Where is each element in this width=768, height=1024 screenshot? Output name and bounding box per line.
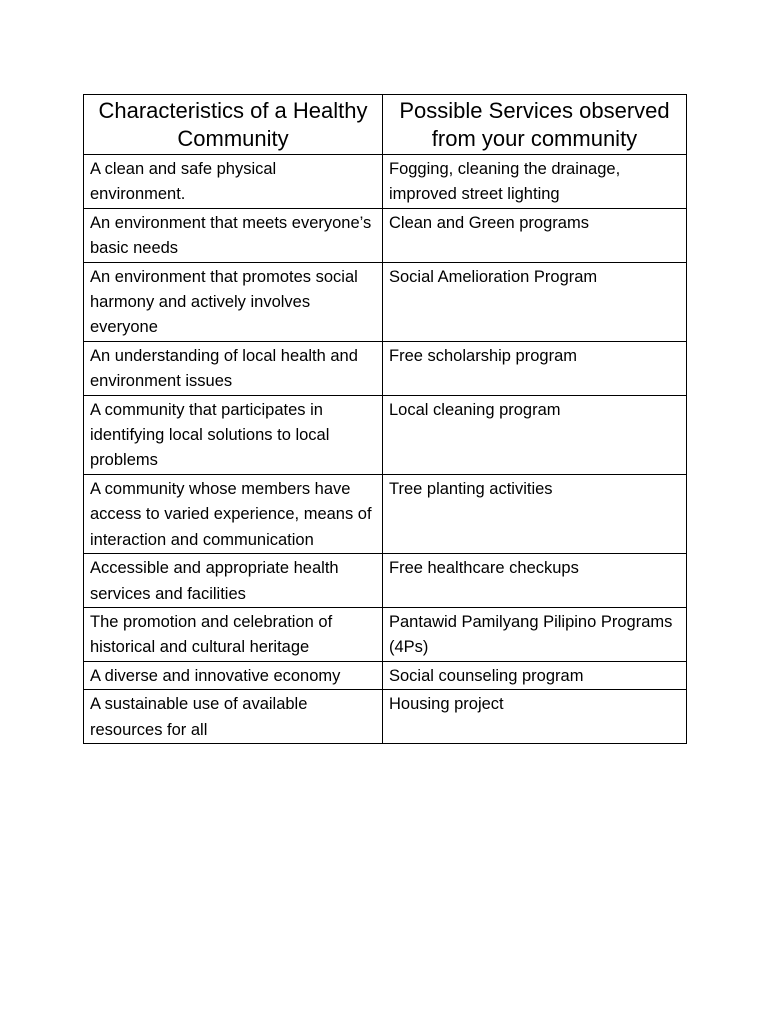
table-row: [84, 395, 687, 474]
characteristic-cell: An environment that promotes social harmony and actively involves everyone: [84, 262, 383, 341]
service-cell: Clean and Green programs: [383, 208, 687, 262]
table-row: [84, 208, 687, 262]
header-characteristics: Characteristics of a Healthy Community: [84, 95, 383, 155]
table-row: [84, 262, 687, 341]
service-cell: Social Amelioration Program: [383, 262, 687, 341]
service-cell: Social counseling program: [383, 661, 687, 689]
characteristic-cell: A diverse and innovative economy: [84, 661, 383, 689]
characteristic-cell: An environment that meets everyone’s basic needs: [84, 208, 383, 262]
table-row: [84, 474, 687, 553]
service-cell: Local cleaning program: [383, 395, 687, 474]
header-services: Possible Services observed from your community: [383, 95, 687, 155]
table-row: [84, 155, 687, 209]
service-cell: Fogging, cleaning the drainage, improved street lighting: [383, 155, 687, 209]
characteristic-cell: An understanding of local health and environment issues: [84, 341, 383, 395]
characteristic-cell: A clean and safe physical environment.: [84, 155, 383, 209]
service-cell: Tree planting activities: [383, 474, 687, 553]
service-cell: Housing project: [383, 690, 687, 744]
table-row: [84, 341, 687, 395]
table-row: [84, 607, 687, 661]
characteristic-cell: The promotion and celebration of historical and cultural heritage: [84, 607, 383, 661]
characteristic-cell: A community that participates in identifying local solutions to local problems: [84, 395, 383, 474]
characteristic-cell: Accessible and appropriate health services and facilities: [84, 554, 383, 608]
table-row: [84, 661, 687, 689]
service-cell: Free healthcare checkups: [383, 554, 687, 608]
service-cell: Free scholarship program: [383, 341, 687, 395]
table-row: [84, 690, 687, 744]
table-row: [84, 554, 687, 608]
characteristic-cell: A sustainable use of available resources for all: [84, 690, 383, 744]
header-row: [84, 95, 687, 155]
healthy-community-table: [83, 94, 687, 744]
service-cell: Pantawid Pamilyang Pilipino Programs (4Ps): [383, 607, 687, 661]
characteristic-cell: A community whose members have access to varied experience, means of interaction and communication: [84, 474, 383, 553]
